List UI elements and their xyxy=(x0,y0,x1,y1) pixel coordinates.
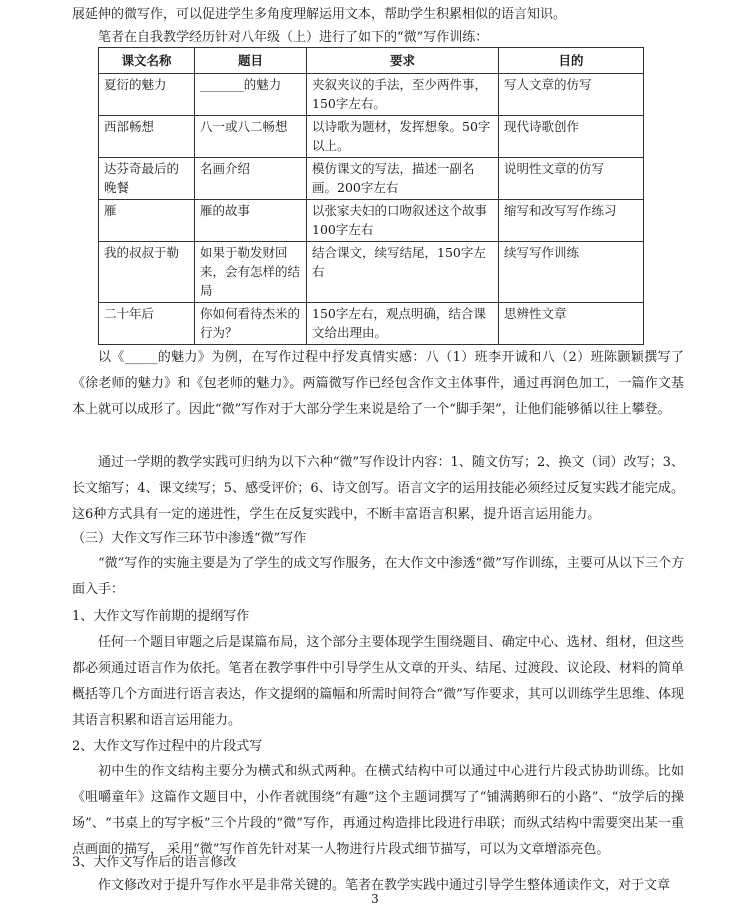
subsection-heading: 1、大作文写作前期的提纲写作 xyxy=(72,609,250,624)
cell-topic: 八一或八二畅想 xyxy=(195,116,307,158)
page-number: 3 xyxy=(371,892,379,906)
subsection-heading: 3、大作文写作后的语言修改 xyxy=(72,855,237,870)
cell-topic: _______的魅力 xyxy=(195,74,307,116)
paragraph-three-aspects: “微”写作的实施主要是为了学生的成文写作服务，在大作文中渗透“微”写作训练，主要可从以下三个方面入手： xyxy=(72,556,684,597)
header-purpose: 目的 xyxy=(499,48,644,74)
cell-purpose: 续写写作训练 xyxy=(499,242,644,303)
cell-purpose: 缩写和改写写作练习 xyxy=(499,200,644,242)
paragraph-six-methods: 通过一学期的教学实践可归纳为以下六种“微”写作设计内容：1、随文仿写；2、换文（词）改写；3、长文缩写；4、课文续写；5、感受评价；6、诗文创写。语言文字的运用技能必须经过反复实践才能完成。这6种方式具有一定的递进性，学生在反复实践中，不断丰富语言积累，提升语言运用能力。 xyxy=(72,455,684,522)
cell-purpose: 现代诗歌创作 xyxy=(499,116,644,158)
subsection-heading: 2、大作文写作过程中的片段式写 xyxy=(72,739,263,754)
cell-purpose: 说明性文章的仿写 xyxy=(499,158,644,200)
cell-lesson: 我的叔叔于勒 xyxy=(99,242,195,303)
cell-lesson: 雁 xyxy=(99,200,195,242)
cell-lesson: 达芬奇最后的晚餐 xyxy=(99,158,195,200)
cell-requirement: 结合课文，续写结尾，150字左右 xyxy=(307,242,499,303)
cell-purpose: 写人文章的仿写 xyxy=(499,74,644,116)
cell-requirement: 以张家夫妇的口吻叙述这个故事100字左右 xyxy=(307,200,499,242)
cell-lesson: 夏衍的魅力 xyxy=(99,74,195,116)
table-row xyxy=(99,116,644,158)
paragraph-example: 以《_____的魅力》为例，在写作过程中抒发真情实感：八（1）班李开诚和八（2）班陈颢颖撰写了《徐老师的魅力》和《包老师的魅力》。两篇微写作已经包含作文主体事件，通过再润色加工，一篇作文基本上就可以成形了。因此“微”写作对于大部分学生来说是给了一个“脚手架”，让他们能够循以往上攀登。 xyxy=(72,350,684,417)
cell-topic: 雁的故事 xyxy=(195,200,307,242)
header-topic: 题目 xyxy=(195,48,307,74)
paragraph-table-intro: 笔者在自我教学经历针对八年级（上）进行了如下的“微”写作训练： xyxy=(98,30,489,45)
cell-topic: 你如何看待杰米的行为？ xyxy=(195,303,307,345)
paragraph-fragments: 初中生的作文结构主要分为横式和纵式两种。在横式结构中可以通过中心进行片段式协助训练。比如《咀嚼童年》这篇作文题目中，小作者就围绕“有趣”这个主题词撰写了“铺满鹅卵石的小路”、“放学后的操场”、“书桌上的写字板”三个片段的“微”写作，再通过构造排比段进行串联；而纵式结构中需要突出某一重点画面的描写， 采用“微”写作首先针对某一人物进行片段式细节描写，可以为文章增添亮色。 xyxy=(72,764,684,857)
cell-requirement: 夹叙夹议的手法，至少两件事，150字左右。 xyxy=(307,74,499,116)
header-requirement: 要求 xyxy=(307,48,499,74)
table-header-row xyxy=(99,48,644,74)
cell-requirement: 模仿课文的写法，描述一副名画。200字左右 xyxy=(307,158,499,200)
paragraph-continuation: 展延伸的微写作，可以促进学生多角度理解运用文本，帮助学生积累相似的语言知识。 xyxy=(72,7,567,22)
header-lesson: 课文名称 xyxy=(99,48,195,74)
cell-requirement: 以诗歌为题材，发挥想象。50字以上。 xyxy=(307,116,499,158)
paragraph-revision: 作文修改对于提升写作水平是非常关键的。笔者在教学实践中通过引导学生整体通读作文，对于文章 xyxy=(98,878,671,893)
cell-topic: 如果于勒发财回来，会有怎样的结局 xyxy=(195,242,307,303)
table-row xyxy=(99,158,644,200)
table-row xyxy=(99,74,644,116)
cell-lesson: 二十年后 xyxy=(99,303,195,345)
table-row xyxy=(99,303,644,345)
paragraph-outline: 任何一个题目审题之后是谋篇布局，这个部分主要体现学生围绕题目、确定中心、选材、组材，但这些都必须通过语言作为依托。笔者在教学事件中引导学生从文章的开头、结尾、过渡段、议论段、材料的简单概括等几个方面进行语言表达，作文提纲的篇幅和所需时间符合“微”写作要求，其可以训练学生思维、体现其语言积累和语言运用能力。 xyxy=(72,635,684,728)
table-row xyxy=(99,242,644,303)
table-row xyxy=(99,200,644,242)
cell-lesson: 西部畅想 xyxy=(99,116,195,158)
cell-requirement: 150字左右，观点明确，结合课文给出理由。 xyxy=(307,303,499,345)
cell-topic: 名画介绍 xyxy=(195,158,307,200)
cell-purpose: 思辨性文章 xyxy=(499,303,644,345)
micro-writing-table xyxy=(98,47,644,345)
section-heading: （三）大作文写作三环节中渗透“微”写作 xyxy=(72,531,307,546)
